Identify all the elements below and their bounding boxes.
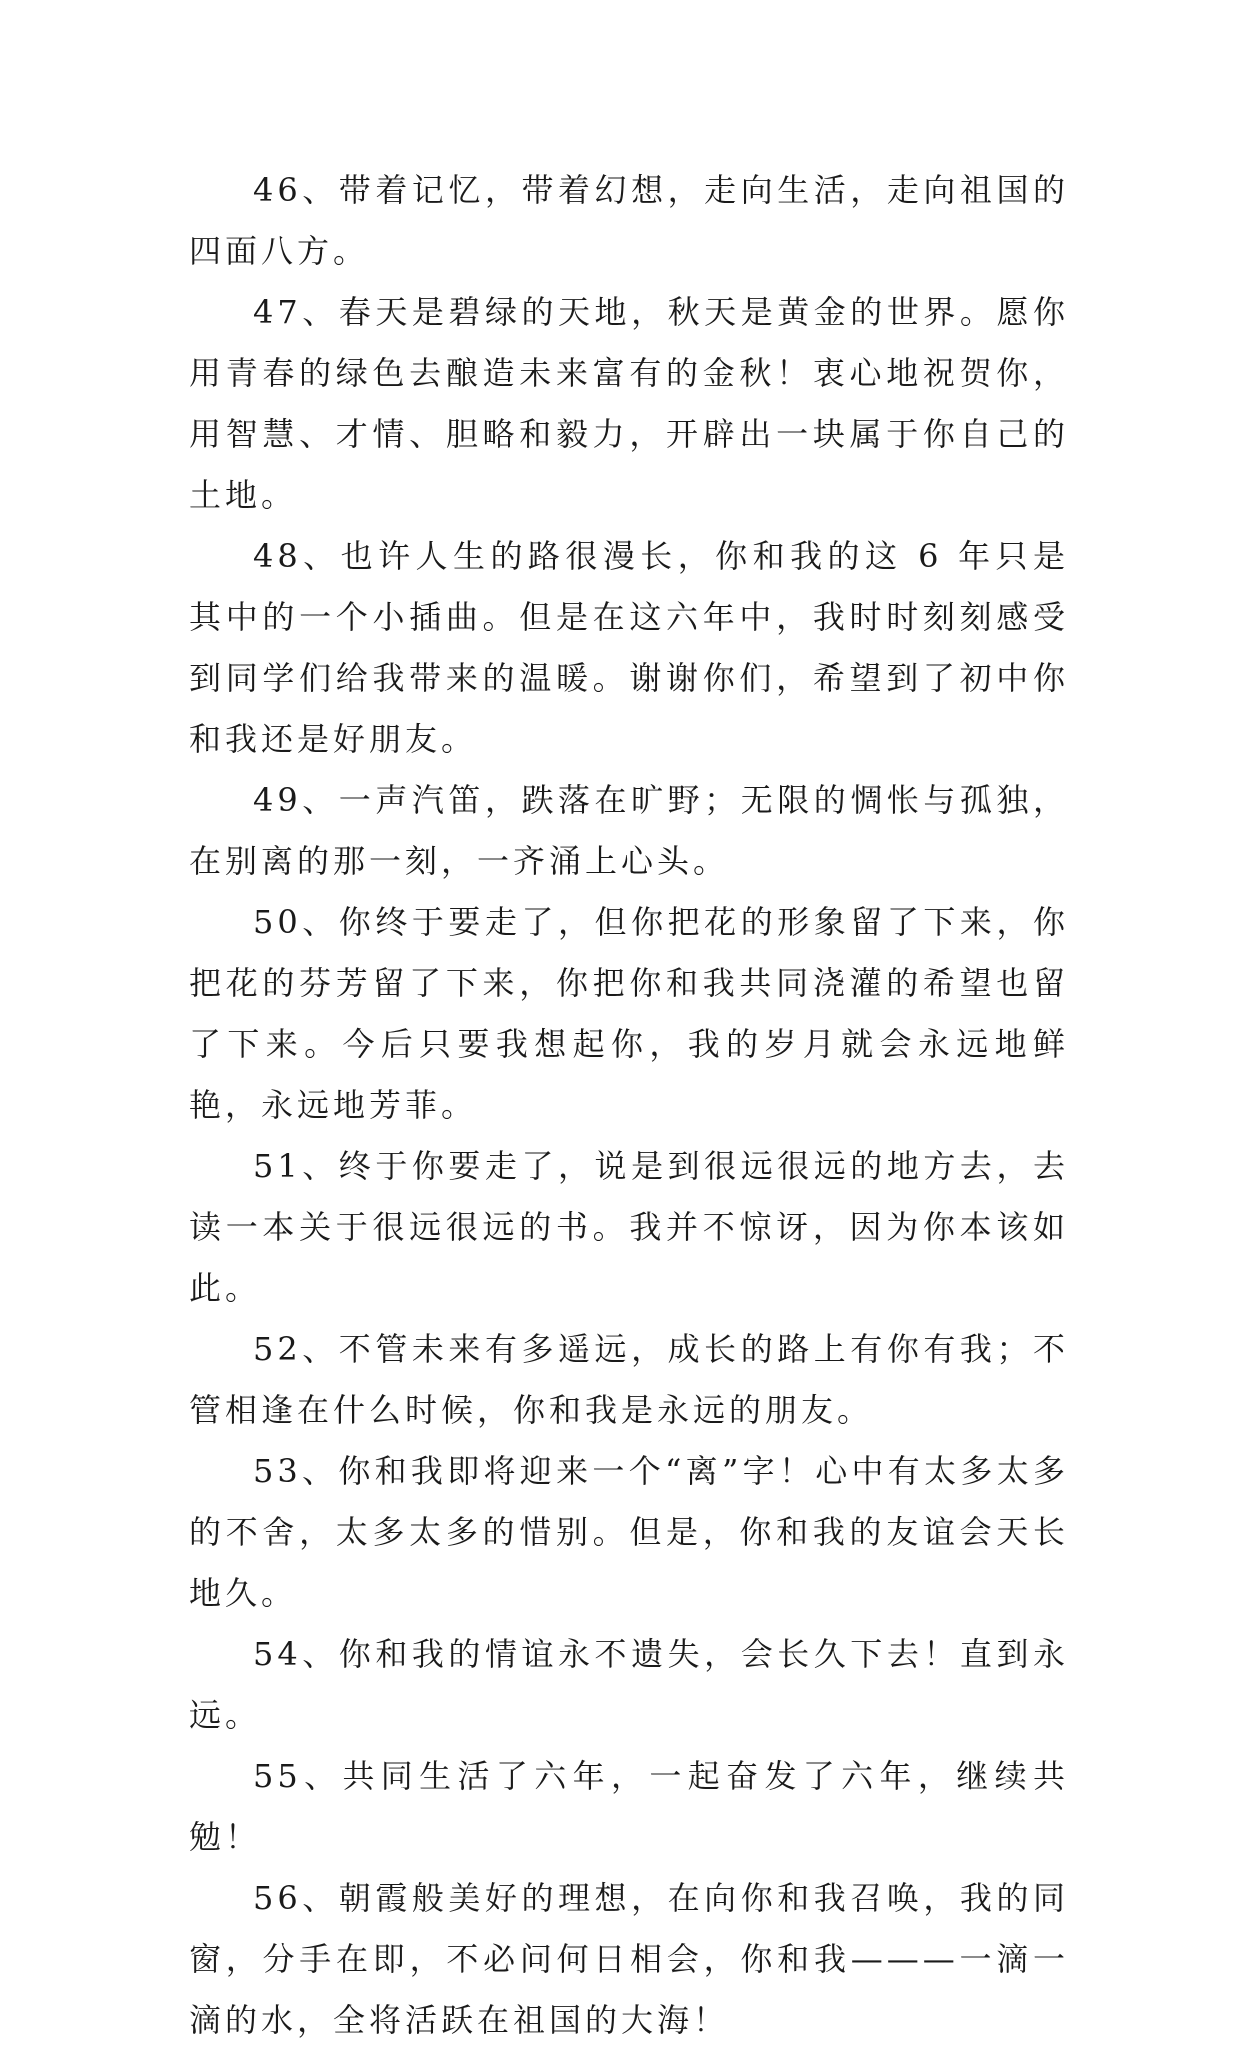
document-body: [189, 160, 1069, 2051]
paragraph-48: 48、也许人生的路很漫长，你和我的这 6 年只是其中的一个小插曲。但是在这六年中，我时时刻刻感受到同学们给我带来的温暖。谢谢你们，希望到了初中你和我还是好朋友。: [189, 537, 1069, 758]
paragraph-46: 46、带着记忆，带着幻想，走向生活，走向祖国的四面八方。: [189, 171, 1069, 270]
paragraph-52: 52、不管未来有多遥远，成长的路上有你有我；不管相逢在什么时候，你和我是永远的朋友。: [189, 1330, 1069, 1429]
paragraph-50: 50、你终于要走了，但你把花的形象留了下来，你把花的芬芳留了下来，你把你和我共同浇灌的希望也留了下来。今后只要我想起你，我的岁月就会永远地鲜艳，永远地芳菲。: [189, 903, 1069, 1124]
paragraph-47: 47、春天是碧绿的天地，秋天是黄金的世界。愿你用青春的绿色去酿造未来富有的金秋！衷心地祝贺你，用智慧、才情、胆略和毅力，开辟出一块属于你自己的土地。: [189, 293, 1069, 514]
paragraph-53: 53、你和我即将迎来一个“离”字！心中有太多太多的不舍，太多太多的惜别。但是，你和我的友谊会天长地久。: [189, 1452, 1069, 1612]
paragraph-56: 56、朝霞般美好的理想，在向你和我召唤，我的同窗，分手在即，不必问何日相会，你和我———一滴一滴的水，全将活跃在祖国的大海！: [189, 1879, 1069, 2039]
paragraph-49: 49、一声汽笛，跌落在旷野；无限的惆怅与孤独，在别离的那一刻，一齐涌上心头。: [189, 781, 1069, 880]
paragraph-54: 54、你和我的情谊永不遗失，会长久下去！直到永远。: [189, 1635, 1069, 1734]
paragraph-55: 55、共同生活了六年，一起奋发了六年，继续共勉！: [189, 1757, 1069, 1856]
paragraph-51: 51、终于你要走了，说是到很远很远的地方去，去读一本关于很远很远的书。我并不惊讶，因为你本该如此。: [189, 1147, 1069, 1307]
